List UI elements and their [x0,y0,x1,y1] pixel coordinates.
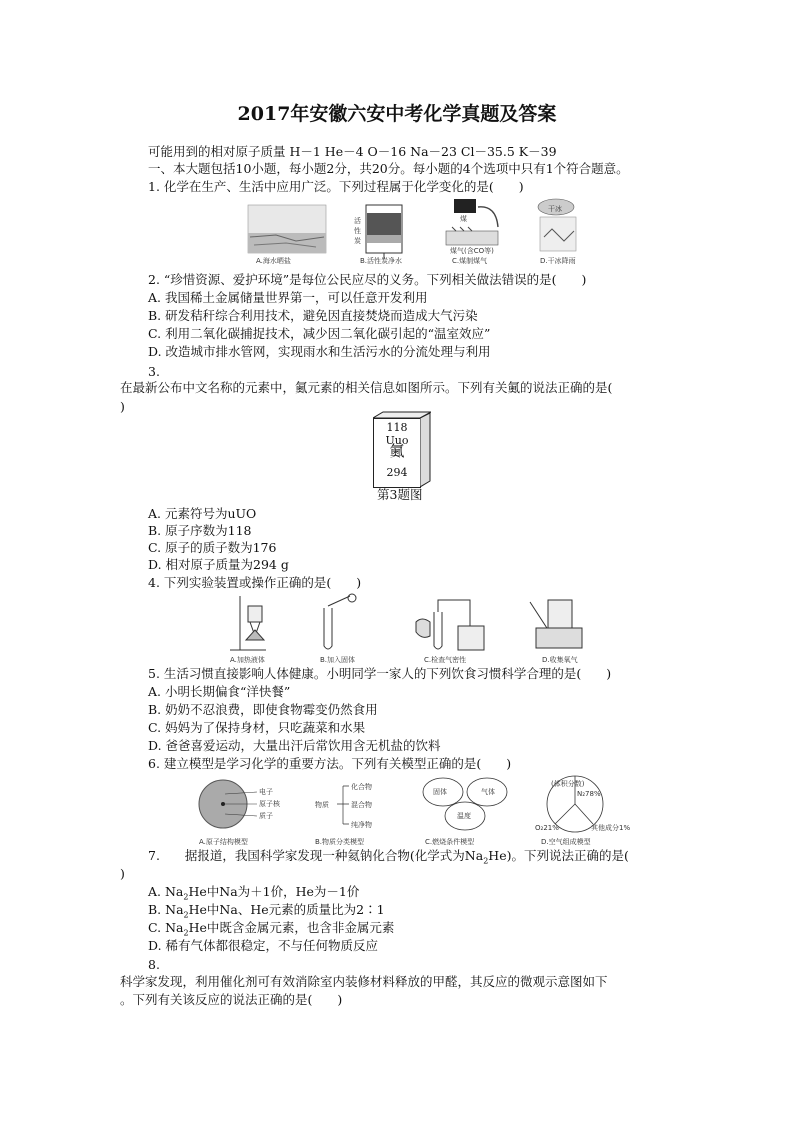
matter-item-1: 化合物 [351,783,372,791]
q4-figure [226,592,606,664]
fire-label-solid: 固体 [433,788,447,796]
q7-option-c: C. $Na_2He$中既含金属元素，也含非金属元素 [148,920,395,938]
filter-label-1: 活 [354,217,361,225]
element-card [373,418,421,488]
page-title: 2017年安徽六安中考化学真题及答案 [237,103,557,125]
q5-option-a: A. 小明长期偏食“洋快餐” [148,684,291,699]
element-name: 鿫 [389,442,405,460]
q1-stem: 1. 化学在生产、生活中应用广泛。下列过程属于化学变化的是( ) [148,179,524,194]
element-number-symbol: 118 Uuo [385,421,409,447]
matter-classification-image [337,786,349,824]
q1-caption-a: A.海水晒盐 [256,257,291,265]
matter-root: 物质 [315,801,329,809]
q3-stem: 在最新公布中文名称的元素中，鿫元素的相关信息如图所示。下列有关鿫的说法正确的是( [120,380,613,395]
q5-option-d: D. 爸爸喜爱运动，大量出汗后常饮用含无机盐的饮料 [148,738,441,753]
q8-line1: 科学家发现，利用催化剂可有效消除室内装修材料释放的甲醛，其反应的微观示意图如下 [120,974,608,989]
gas-tightness-image [416,600,484,650]
q2-stem: 2. “珍惜资源、爱护环境”是每位公民应尽的义务。下列相关做法错误的是( ) [148,272,587,287]
matter-item-2: 混合物 [351,801,372,809]
q5-option-c: C. 妈妈为了保持身材，只吃蔬菜和水果 [148,720,366,735]
q7-stem-b: He)。下列说法正确的是( [488,848,629,863]
q6-figure [197,774,637,846]
coal-gas-image [446,199,498,245]
q3-option-d: D. 相对原子质量为294 g [148,557,289,572]
atom-label-electron: 电子 [259,788,273,796]
air-n2: N₂78% [577,790,601,798]
q4-caption-c: C.检查气密性 [424,656,467,664]
q3-number: 3. [148,364,160,379]
q6-caption-a: A.原子结构模型 [199,838,248,846]
element-mass: 294 [386,466,408,479]
q6-caption-d: D.空气组成模型 [541,838,591,846]
coal-gas-label: 煤气(含CO等) [450,247,494,255]
q7-sub: 2 [483,856,489,866]
coal-label: 煤 [460,215,467,223]
matter-item-3: 纯净物 [351,821,372,829]
q7-option-b: B. $Na_2He$中Na、He元素的质量比为2∶1 [148,902,385,920]
adding-solid-image [324,594,356,649]
q7-stem [148,848,629,864]
atom-model-image [199,780,257,828]
q1-caption-c: C.煤制煤气 [452,257,488,265]
q5-option-b: B. 奶奶不忍浪费，即使食物霉变仍然食用 [148,702,378,717]
q2-option-b: B. 研发秸秆综合利用技术，避免因直接焚烧而造成大气污染 [148,308,478,323]
q7-close: ) [120,866,125,881]
element-card-top [373,410,431,420]
atomic-mass-line: 可能用到的相对原子质量 H－1 He－4 O－16 Na－23 Cl－35.5 K－39 [148,144,557,159]
q2-option-a: A. 我国稀土金属储量世界第一，可以任意开发利用 [148,290,428,305]
filter-label-2: 性 [354,227,361,235]
q2-option-d: D. 改造城市排水管网，实现雨水和生活污水的分流处理与利用 [148,344,491,359]
q6-caption-b: B.物质分类模型 [315,838,365,846]
q3-option-b: B. 原子序数为118 [148,523,252,538]
q7-option-d: D. 稀有气体都很稳定，不与任何物质反应 [148,938,379,953]
q2-option-c: C. 利用二氧化碳捕捉技术，减少因二氧化碳引起的“温室效应” [148,326,491,341]
filter-label-3: 炭 [354,237,361,245]
atom-label-proton: 质子 [259,812,273,820]
heating-liquid-image [230,596,266,650]
fire-label-temp: 温度 [457,812,471,820]
carbon-filter-image [366,205,402,259]
q3-close: ) [120,399,125,414]
q4-caption-b: B.加入固体 [320,656,356,664]
q4-caption-a: A.加热液体 [230,656,265,664]
q7-stem-a: 7. 据报道，我国科学家发现一种氦钠化合物(化学式为Na [148,848,484,863]
atom-label-nucleus: 原子核 [259,800,280,808]
q8-number: 8. [148,957,160,972]
air-other: 其他成分1% [591,824,631,832]
q6-stem: 6. 建立模型是学习化学的重要方法。下列有关模型正确的是( ) [148,756,512,771]
q3-option-a: A. 元素符号为uUO [148,506,257,521]
q3-figure-caption: 第3题图 [377,487,423,502]
q6-caption-c: C.燃烧条件模型 [425,838,475,846]
q4-caption-d: D.收集氧气 [542,656,578,664]
sea-salt-image [248,205,326,253]
combustion-condition-image [423,778,507,830]
dry-ice-label: 干冰 [548,205,562,213]
q3-option-c: C. 原子的质子数为176 [148,540,277,555]
section-heading: 一、本大题包括10小题，每小题2分，共20分。每小题的4个选项中只有1个符合题意。 [148,161,629,176]
q5-stem: 5. 生活习惯直接影响人体健康。小明同学一家人的下列饮食习惯科学合理的是( ) [148,666,612,681]
q8-line2: 。下列有关该反应的说法正确的是( ) [120,992,343,1007]
q1-caption-d: D.干冰降雨 [540,257,576,265]
q1-figure [246,197,586,265]
air-o2: O₂21% [535,824,559,832]
q1-caption-b: B.活性炭净水 [360,257,403,265]
q7-option-a: A. $Na_2He$中Na为＋1价，He为－1价 [148,884,360,902]
q4-stem: 4. 下列实验装置或操作正确的是( ) [148,575,362,590]
air-head: (体积分数) [551,780,585,788]
collect-oxygen-image [530,600,582,648]
fire-label-gas: 气体 [481,788,495,796]
element-card-side [420,413,432,491]
